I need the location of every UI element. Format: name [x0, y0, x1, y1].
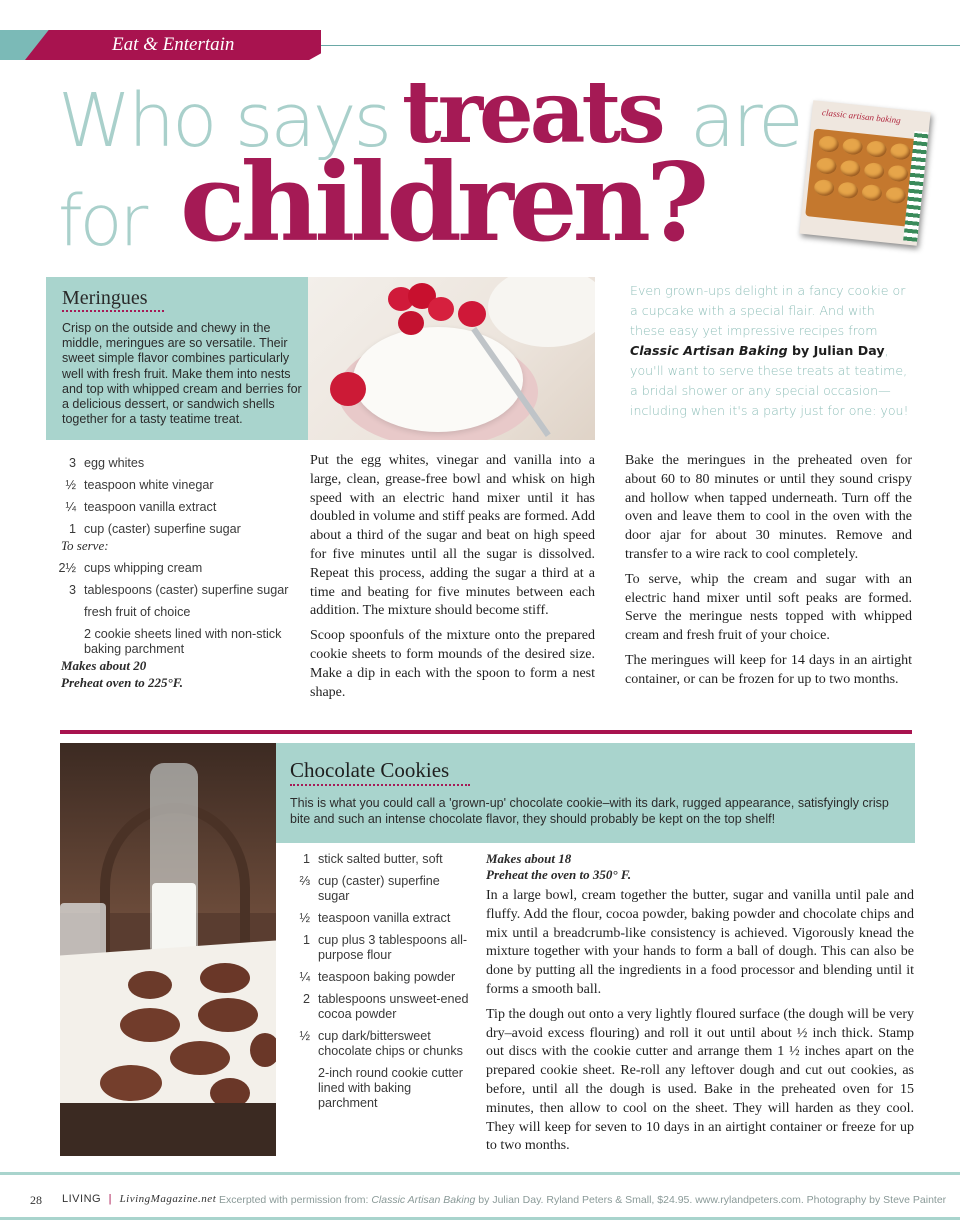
ingredient-text: cups whipping cream [84, 561, 203, 575]
ingredient-row [50, 627, 290, 657]
magazine-title: LIVING [62, 1193, 102, 1205]
chocolate-description: This is what you could call a 'grown-up' chocolate cookie–with its dark, rugged appearance, satisfyingly crisp bite and such an intense chocolate flavor, they should probably be kept on the top shelf! [290, 796, 889, 826]
ingredient-text: tablespoons unsweet-ened cocoa powder [318, 992, 469, 1021]
headline-who-says: Who says [58, 78, 390, 164]
ingredient-quantity: ¼ [65, 500, 76, 514]
ingredient-text: egg whites [84, 456, 145, 470]
magazine-name [62, 1193, 216, 1205]
magazine-site: LivingMagazine.net [119, 1193, 217, 1205]
ingredient-quantity [50, 605, 84, 620]
header-rule [320, 45, 960, 46]
ingredient-row [50, 583, 290, 598]
ingredient-quantity [50, 627, 84, 657]
ingredient-row [50, 561, 290, 576]
section-tab-label: Eat & Entertain [112, 34, 235, 55]
chocolate-ingredients [284, 852, 474, 1118]
meringues-method-col2 [625, 452, 912, 696]
ingredient-quantity: 1 [302, 852, 310, 866]
headline-treats: treats [402, 62, 662, 163]
ingredient-text: cup (caster) superfine sugar [318, 874, 440, 903]
ingredients-list [50, 456, 290, 537]
ingredient-row [284, 970, 474, 985]
ingredient-row [284, 1029, 474, 1059]
photo-credit [219, 1194, 946, 1206]
credit-prefix: Excerpted with permission from: [219, 1194, 372, 1206]
chocolate-method [486, 887, 914, 1162]
ingredient-text: teaspoon vanilla extract [318, 911, 451, 925]
meringues-method-col1 [310, 452, 595, 708]
method-paragraph: In a large bowl, cream together the butter, sugar and vanilla until pale and fluffy. Add the flour, cocoa powder, baking powder and chocolate chips and mix until a breadcrumb-like consistency is achieved. Vigorously knead the mixture together with your hands to form a ball of dough. This can also be done by putting all the ingredients in a food processor and blending until it forms a smooth ball. [486, 888, 914, 997]
ingredient-text: tablespoons (caster) superfine sugar [84, 583, 289, 597]
intro-text-end: , you'll want to serve these treats at teatime, a bridal shower or any special occasion—including when it's a party just for one: you! [630, 343, 909, 418]
footer-rule [0, 1217, 960, 1220]
ingredient-quantity: 3 [68, 456, 76, 470]
ingredient-quantity [284, 1066, 318, 1111]
ingredient-text: stick salted butter, soft [318, 852, 443, 866]
method-paragraph: The meringues will keep for 14 days in an airtight container, or can be frozen for up to two months. [625, 652, 912, 687]
ingredient-row [284, 933, 474, 963]
preheat-note: Preheat oven to 225°F. [61, 675, 183, 690]
ingredient-text: teaspoon vanilla extract [84, 500, 217, 514]
ingredient-quantity: 1 [68, 522, 76, 536]
ingredient-row [50, 605, 290, 620]
method-paragraph: Tip the dough out onto a very lightly floured surface (the dough will be very dry–avoid excess flouring) and roll it out until about ½ inch thick. Stamp out discs with the cookie cutter and arrange them 1 ½ inches apart on the prepared cookie sheet. Re-roll any leftover dough and cut out cookies, as before, until all the dough is used. Bake in the preheated oven for 15 minutes, then allow to cool on the sheet. They will harden as they cool. They will keep for seven to 10 days in an airtight container or freeze for up to two months. [486, 1006, 914, 1154]
ingredient-quantity: ½ [299, 1029, 310, 1043]
ingredient-quantity: ⅔ [299, 874, 310, 888]
credit-book: Classic Artisan Baking [371, 1194, 476, 1206]
intro-text: Even grown-ups delight in a fancy cookie or a cupcake with a special flair. And with these easy yet impressive recipes from [630, 283, 906, 338]
ingredients-list [284, 852, 474, 1111]
meringues-description: Crisp on the outside and chewy in the middle, meringues are so versatile. Their sweet simple flavor combines particularly well with fresh fruit. Make them into nests and top with whipped cream and berries for a delicious dessert, or sandwich shells together for a tasty teatime treat. [62, 321, 302, 427]
intro-book-title: Classic Artisan Baking [630, 343, 788, 358]
ingredient-row [284, 1066, 474, 1111]
ingredient-text: cup dark/bittersweet chocolate chips or chunks [318, 1029, 463, 1058]
ingredient-text: cup plus 3 tablespoons all-purpose flour [318, 933, 468, 962]
footer-separator: | [108, 1193, 112, 1205]
ingredient-row [284, 852, 474, 867]
ingredient-quantity: ¼ [299, 970, 310, 984]
ingredient-row [50, 456, 290, 471]
ingredient-quantity: 2 [302, 992, 310, 1006]
ingredient-row [50, 500, 290, 515]
method-paragraph: Put the egg whites, vinegar and vanilla into a large, clean, grease-free bowl and whisk on high speed with an electric hand mixer until it has doubled in volume and stiff peaks are formed. Add about a third of the sugar and beat on high speed for five minutes until all the sugar is dissolved. Repeat this process, adding the sugar a third at a time and beating for five minutes between each addition. The mixture should become stiff. [310, 453, 595, 619]
ingredient-row [284, 992, 474, 1022]
ingredient-quantity: ½ [65, 478, 76, 492]
method-paragraph: Scoop spoonfuls of the mixture onto the prepared cookie sheets to form mounds of the desired size. Make a dip in each with the spoon to form a nest shape. [310, 628, 595, 700]
meringues-title: Meringues [62, 287, 148, 309]
title-underline [62, 310, 164, 312]
book-cover-image [799, 100, 930, 246]
ingredient-quantity: 1 [302, 933, 310, 947]
preheat-note: Preheat the oven to 350° F. [486, 867, 632, 882]
meringues-ingredients [50, 456, 290, 690]
section-divider [60, 730, 912, 734]
ingredient-row [284, 911, 474, 926]
to-serve-label: To serve: [61, 538, 109, 553]
method-paragraph: To serve, whip the cream and sugar with an electric hand mixer until soft peaks are formed. Serve the meringue nests topped with whipped cream and fresh fruit of your choice. [625, 571, 912, 644]
book-cover-title: classic artisan baking [821, 107, 902, 126]
ingredient-row [50, 478, 290, 493]
page-number: 28 [30, 1193, 42, 1207]
chocolate-title: Chocolate Cookies [290, 758, 450, 782]
headline-for: for [58, 180, 146, 262]
ingredient-text: 2-inch round cookie cutter lined with baking parchment [318, 1066, 463, 1110]
ingredient-text: 2 cookie sheets lined with non-stick baking parchment [84, 627, 282, 656]
method-paragraph: Bake the meringues in the preheated oven for about 60 to 80 minutes or until they sound crispy and hollow when tapped underneath. Turn off the oven and leave them to cool in the oven with the door ajar for about 30 minutes. Remove and transfer to a wire rack to cool completely. [625, 453, 912, 562]
chocolate-cookies-photo [60, 743, 276, 1156]
ingredient-row [50, 522, 290, 537]
ingredient-text: fresh fruit of choice [84, 605, 191, 619]
credit-suffix: by Julian Day. Ryland Peters & Small, $24.95. www.rylandpeters.com. Photography by Steve Painter [475, 1194, 947, 1206]
title-underline [290, 784, 470, 786]
makes-note: Makes about 18 [486, 851, 572, 866]
headline-are: are [690, 78, 801, 164]
ingredient-text: cup (caster) superfine sugar [84, 522, 241, 536]
intro-author: by Julian Day [787, 343, 885, 358]
footer-rule [0, 1172, 960, 1175]
article-intro [630, 281, 910, 421]
ingredient-text: teaspoon baking powder [318, 970, 456, 984]
makes-note: Makes about 20 [61, 658, 147, 673]
book-cover-pastry [805, 128, 918, 226]
meringue-photo [308, 277, 595, 440]
chocolate-notes [486, 851, 916, 883]
ingredient-quantity: ½ [299, 911, 310, 925]
ingredient-text: teaspoon white vinegar [84, 478, 214, 492]
ingredient-quantity: 2½ [58, 561, 76, 575]
ingredient-row [284, 874, 474, 904]
serve-ingredients-list [50, 561, 290, 657]
ingredient-quantity: 3 [68, 583, 76, 597]
headline-children: children? [180, 140, 705, 266]
